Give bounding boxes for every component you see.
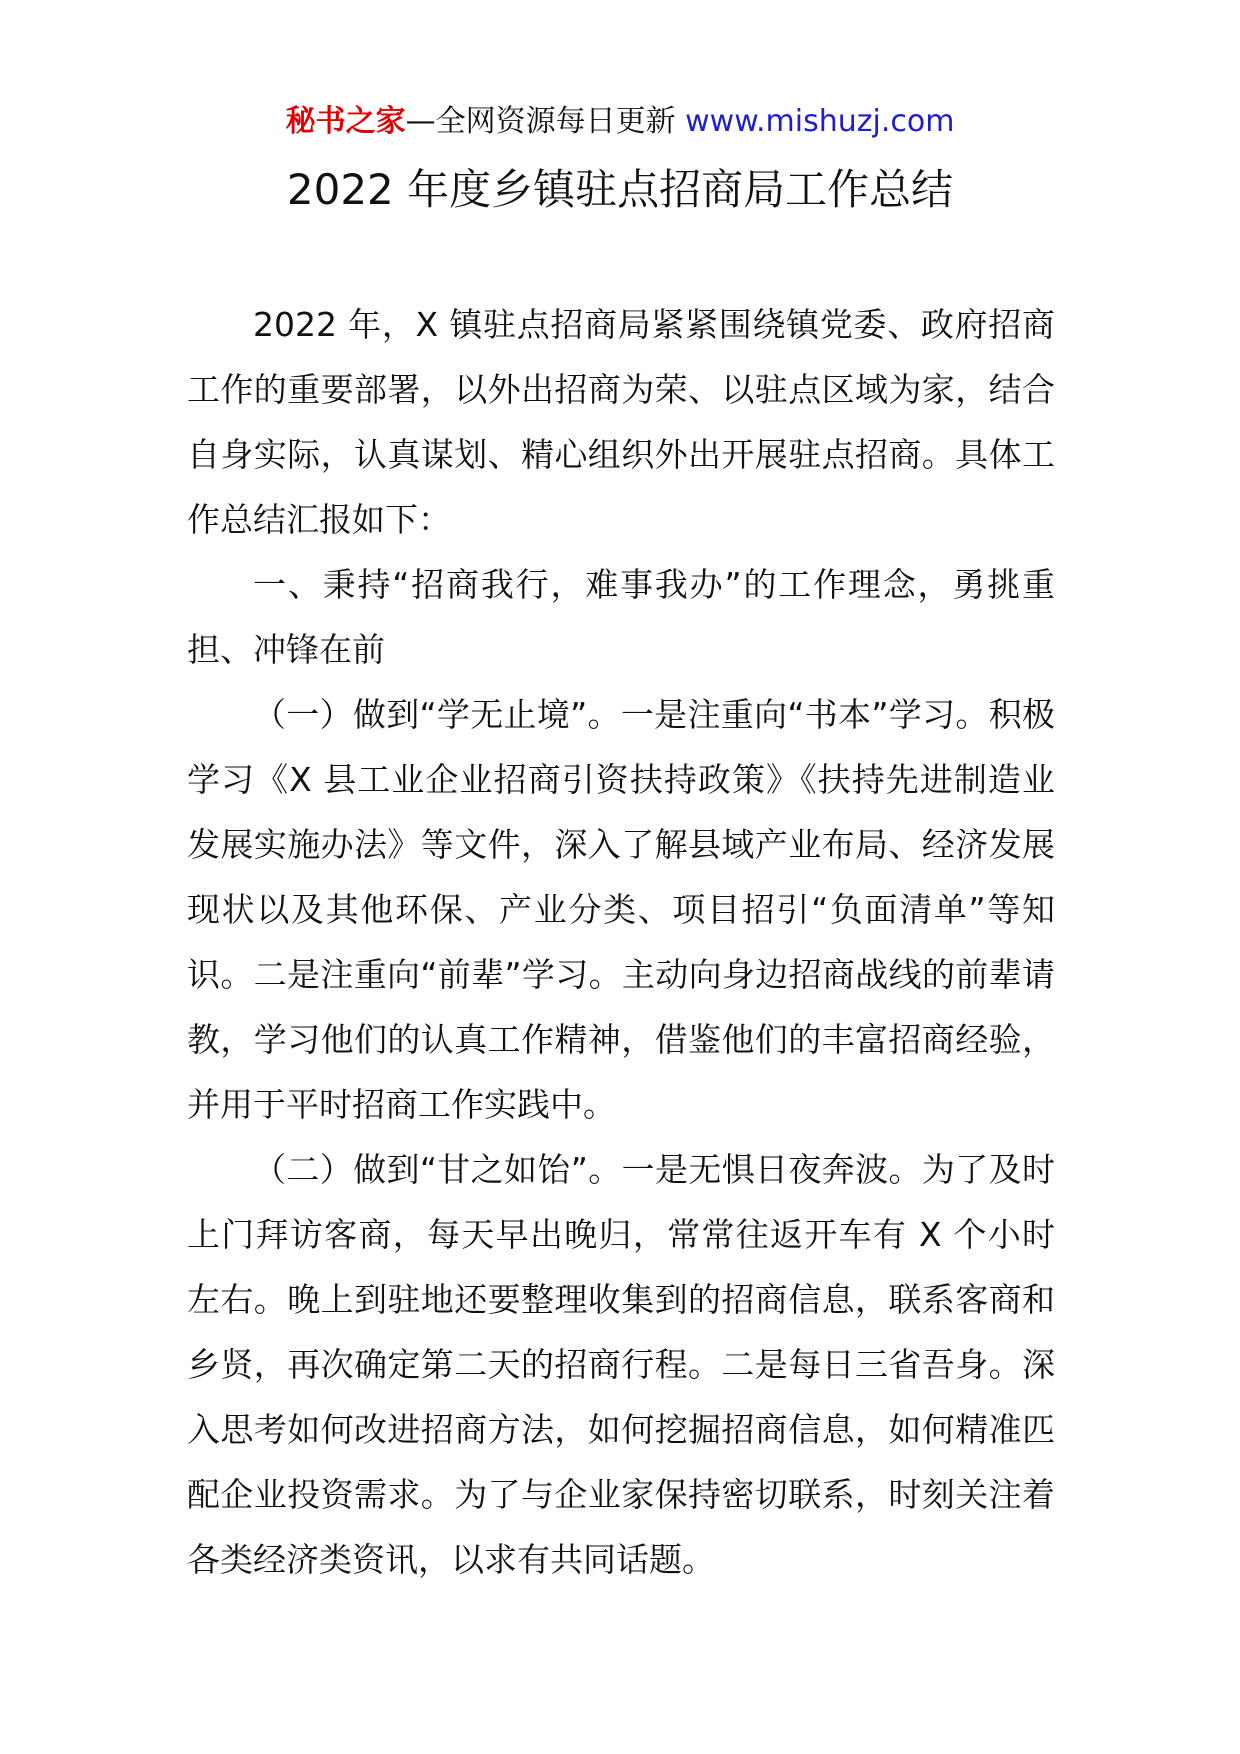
paragraph-item-1: （一）做到“学无止境”。一是注重向“书本”学习。积极学习《X 县工业企业招商引资扶持政策》《扶持先进制造业发展实施办法》等文件，深入了解县域产业布局、经济发展现状以及其他环保、产业分类、项目招引“负面清单”等知识。二是注重向“前辈”学习。主动向身边招商战线的前辈请教，学习他们的认真工作精神，借鉴他们的丰富招商经验，并用于平时招商工作实践中。 bbox=[187, 695, 1055, 1124]
document-title: 2022 年度乡镇驻点招商局工作总结 bbox=[286, 165, 954, 214]
document-body bbox=[187, 292, 1055, 1592]
paragraph-intro: 2022 年，X 镇驻点招商局紧紧围绕镇党委、政府招商工作的重要部署，以外出招商为荣、以驻点区域为家，结合自身实际，认真谋划、精心组织外出开展驻点招商。具体工作总结汇报如下： bbox=[187, 305, 1055, 539]
site-slogan: —全网资源每日更新 bbox=[405, 104, 676, 139]
section-heading-1: 一、秉持“招商我行，难事我办”的工作理念，勇挑重担、冲锋在前 bbox=[187, 565, 1055, 669]
site-header bbox=[0, 100, 1240, 144]
site-brand: 秘书之家 bbox=[285, 104, 406, 139]
site-url-link[interactable]: www.mishuzj.com bbox=[685, 104, 955, 139]
paragraph-item-2: （二）做到“甘之如饴”。一是无惧日夜奔波。为了及时上门拜访客商，每天早出晚归，常常往返开车有 X 个小时左右。晚上到驻地还要整理收集到的招商信息，联系客商和乡贤，再次确定第二天的招商行程。二是每日三省吾身。深入思考如何改进招商方法，如何挖掘招商信息，如何精准匹配企业投资需求。为了与企业家保持密切联系，时刻关注着各类经济类资讯，以求有共同话题。 bbox=[187, 1150, 1055, 1579]
